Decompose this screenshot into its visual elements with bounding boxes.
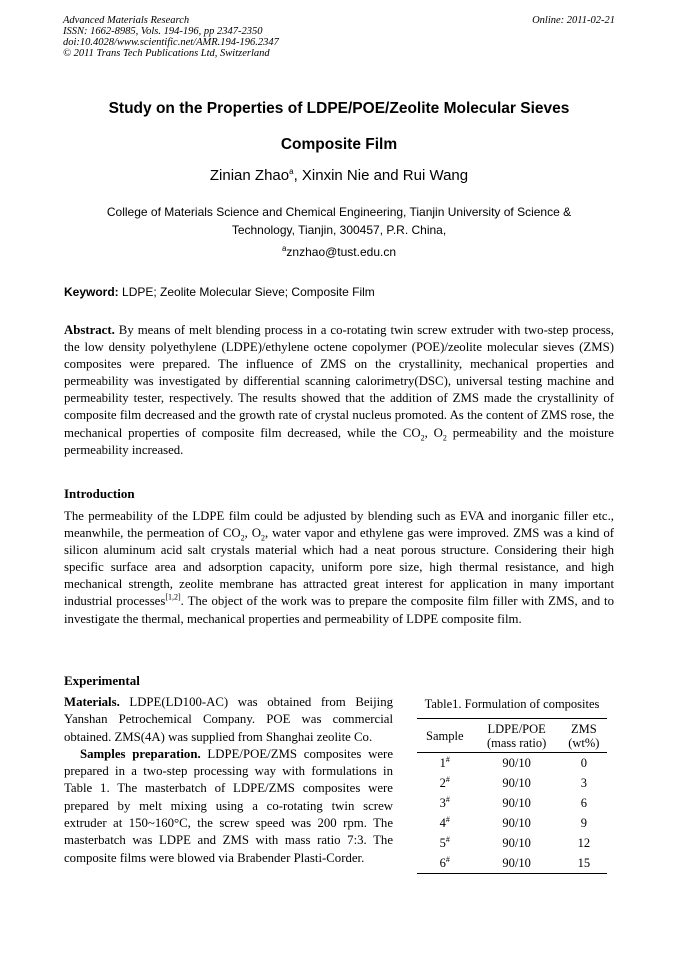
subscript: 2 xyxy=(261,533,265,543)
experimental-text xyxy=(64,694,393,867)
abstract xyxy=(64,322,614,459)
materials-label: Materials. xyxy=(64,695,120,709)
cell-sample: 6# xyxy=(439,854,450,870)
table-caption: Table1. Formulation of composites xyxy=(424,697,600,711)
keywords-label: Keyword: xyxy=(64,285,119,299)
cell-sample: 1# xyxy=(439,754,450,770)
cell-ratio: 90/10 xyxy=(502,795,531,810)
materials-paragraph xyxy=(64,694,393,746)
email-address[interactable]: znzhao@tust.edu.cn xyxy=(286,245,397,259)
header-subtext: (wt%) xyxy=(568,736,600,750)
subscript: 2 xyxy=(420,433,425,443)
online-date: Online: 2011-02-21 xyxy=(532,15,615,26)
intro-text: . The object of the work was to prepare the composite film filler with ZMS, and to investigate the thermal, mechanical properties and permeability of LDPE composite film. xyxy=(64,594,615,626)
copyright-line: © 2011 Trans Tech Publications Ltd, Switzerland xyxy=(63,48,270,59)
affiliation-line-1: College of Materials Science and Chemical Engineering, Tianjin University of Science & xyxy=(106,205,572,219)
citation-ref[interactable]: [1,2] xyxy=(165,593,181,603)
journal-name: Advanced Materials Research xyxy=(63,15,190,26)
abstract-text: By means of melt blending process in a co-rotating twin screw extruder with two-step process, the low density polyethylene (LDPE)/ethylene octene copolymer (POE)/zeolite molecular sieves (ZMS) composites were prepared. The influence of ZMS on the crystallinity, mechanical properties and permeability was investigated by differential scanning calorimetry(DSC), universal testing machine and permeability tester, respectively. The results showed that the addition of ZMS made the crystallinity of composite film decreased and the growth rate of crystal nucleus promoted. As the content of ZMS rose, the mechanical properties of composite film decreased, while the CO xyxy=(64,323,614,440)
table-row xyxy=(417,853,607,874)
samples-label: Samples preparation. xyxy=(80,746,201,761)
subscript: 2 xyxy=(442,433,447,443)
title-line-1: Study on the Properties of LDPE/POE/Zeolite Molecular Sieves xyxy=(108,100,570,117)
cell-sample: 5# xyxy=(439,834,450,850)
cell-zms: 6 xyxy=(580,795,587,810)
author-1-affil-mark: a xyxy=(289,167,294,176)
abstract-text: permeability and the moisture permeability increased. xyxy=(64,425,614,457)
formulation-table xyxy=(417,718,607,874)
cell-zms: 3 xyxy=(580,775,587,790)
affiliation-line-2: Technology, Tianjin, 300457, P.R. China, xyxy=(231,223,447,237)
author-list xyxy=(0,167,678,184)
keywords xyxy=(64,285,375,299)
subscript: 2 xyxy=(240,533,245,543)
page-header xyxy=(63,15,615,59)
abstract-label: Abstract. xyxy=(64,323,115,337)
samples-text: LDPE/POE/ZMS composites were prepared in a two-step processing way with formulations in Table 1. The masterbatch of LDPE/ZMS composites were prepared by melt mixing using a co-rotating twin screw extruder at 150~160°C, the screw speed was 200 rpm. The masterbatch was LDPE and ZMS with mass ratio 7:3. The composite films were blowed via Brabender Plasti-Corder. xyxy=(64,746,393,865)
materials-text: LDPE(LD100-AC) was obtained from Beijing Yanshan Petrochemical Company. POE was commercial obtained. ZMS(4A) was supplied from Shanghai zeolite Co. xyxy=(64,695,393,744)
header-text: LDPE/POE xyxy=(487,722,546,736)
paper-title xyxy=(40,91,638,163)
header-text: Sample xyxy=(426,729,464,743)
cell-zms: 12 xyxy=(577,835,591,850)
cell-ratio: 90/10 xyxy=(502,855,531,870)
introduction-text xyxy=(64,508,614,628)
table-1 xyxy=(417,697,607,874)
header-ratio xyxy=(473,719,561,753)
cell-sample: 4# xyxy=(439,814,450,830)
table-row xyxy=(417,813,607,833)
other-authors: , Xinxin Nie and Rui Wang xyxy=(293,167,469,184)
cell-zms: 9 xyxy=(580,815,587,830)
cell-sample: 2# xyxy=(439,774,450,790)
cell-ratio: 90/10 xyxy=(502,815,531,830)
section-heading-introduction: Introduction xyxy=(64,486,135,501)
table-header-row xyxy=(417,719,607,753)
table-row xyxy=(417,793,607,813)
cell-sample: 3# xyxy=(439,794,450,810)
intro-text: , water vapor and ethylene gas were improved. ZMS was a kind of silicon aluminum acid salt crystals material which had a neat porous structure. Considering their high specific surface area and adsorption capacity, uniform pore size, high thermal resistance, and high mechanical strength, zeolite membrane has attracted great interest for application in many important industrial processes xyxy=(64,526,615,609)
table-row xyxy=(417,833,607,853)
table-row xyxy=(417,753,607,774)
cell-ratio: 90/10 xyxy=(502,775,531,790)
header-subtext: (mass ratio) xyxy=(486,736,547,750)
email-affil-mark: a xyxy=(281,244,287,253)
header-text: ZMS xyxy=(570,722,597,736)
doi-line: doi:10.4028/www.scientific.net/AMR.194-196.2347 xyxy=(63,37,279,48)
section-heading-experimental: Experimental xyxy=(64,673,140,688)
header-sample xyxy=(417,719,473,753)
intro-text: , O xyxy=(244,526,261,541)
author-email xyxy=(0,245,678,259)
intro-text: The permeability of the LDPE film could be adjusted by blending such as EVA and inorganic filler etc., meanwhile, the permeation of CO xyxy=(64,509,614,541)
keywords-text: LDPE; Zeolite Molecular Sieve; Composite Film xyxy=(118,285,375,299)
header-zms xyxy=(561,719,607,753)
cell-ratio: 90/10 xyxy=(502,755,531,770)
abstract-text: , O xyxy=(424,425,443,440)
affiliation xyxy=(80,203,598,239)
table-row xyxy=(417,773,607,793)
cell-zms: 15 xyxy=(577,855,591,870)
samples-paragraph xyxy=(64,746,393,867)
cell-ratio: 90/10 xyxy=(502,835,531,850)
cell-zms: 0 xyxy=(580,755,587,770)
title-line-2: Composite Film xyxy=(280,136,398,153)
author-1: Zinian Zhao xyxy=(209,167,290,184)
issn-line: ISSN: 1662-8985, Vols. 194-196, pp 2347-2350 xyxy=(63,26,263,37)
